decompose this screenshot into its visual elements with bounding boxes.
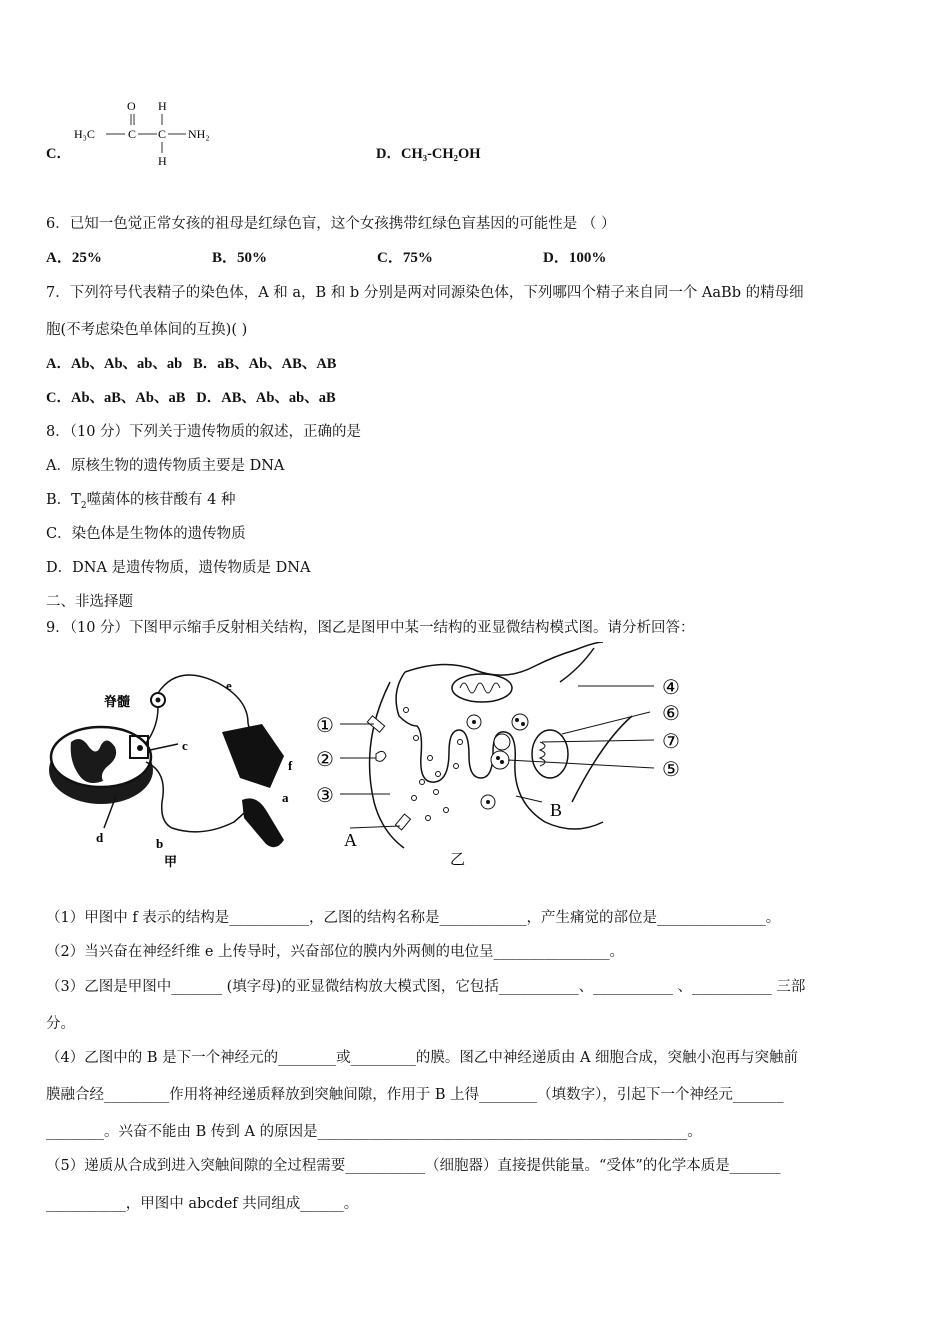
q5-option-d: [376, 142, 481, 163]
figure-yi-caption: 乙: [450, 852, 466, 868]
q9-part3-line2: 分。: [46, 1016, 75, 1032]
q6-option-d: D．100%: [543, 250, 607, 266]
q9-part5-line1: （5）递质从合成到进入突触间隙的全过程需要___________（细胞器）直接提供能量。“受体”的化学本质是_______: [46, 1158, 781, 1174]
figure-yi-synapse: [310, 642, 710, 872]
q9-part5-line2: ___________，甲图中 abcdef 共同组成______。: [46, 1196, 359, 1212]
vesicle-4: [491, 751, 509, 769]
q9-stem: 9．（10 分）下图甲示缩手反射相关结构，图乙是图甲中某一结构的亚显微结构模式图。请分析回答：: [46, 620, 695, 636]
q5-option-d-label: D．: [376, 146, 401, 162]
q8-option-a: A．原核生物的遗传物质主要是 DNA: [46, 458, 285, 474]
q9-part4-line3: ________。兴奋不能由 B 传到 A 的原因是___________________________________________________。: [46, 1124, 702, 1140]
effector-muscle: [242, 798, 284, 847]
presynaptic-membrane-top: [405, 642, 603, 675]
label-4: ④: [662, 677, 680, 699]
label-3: ③: [316, 785, 334, 807]
q8-option-b-sub: 2: [80, 500, 87, 511]
label-5: ⑤: [662, 759, 680, 781]
q8-stem: 8．（10 分）下列关于遗传物质的叙述，正确的是: [46, 424, 362, 440]
label-6: ⑥: [662, 703, 680, 725]
q8-option-b: [46, 488, 236, 511]
vesicle-3: [494, 734, 510, 750]
label-2: ②: [316, 749, 334, 771]
q9-part4-line1: （4）乙图中的 B 是下一个神经元的________或_________的膜。图乙中神经递质由 A 细胞合成，突触小泡再与突触前: [46, 1050, 799, 1066]
label-f: f: [288, 758, 293, 773]
q9-part2: （2）当兴奋在神经纤维 e 上传导时，兴奋部位的膜内外两侧的电位呈________________。: [46, 944, 625, 960]
formula-h-bottom: H: [158, 154, 167, 168]
q7-stem-line2: 胞(不考虑染色单体间的互换)( ): [46, 322, 248, 338]
q6-stem: 6．已知一色觉正常女孩的祖母是红绿色盲，这个女孩携带红绿色盲基因的可能性是 （ ）: [46, 216, 616, 232]
formula-c1: C: [128, 127, 137, 141]
q7-options-row1: A．Ab、Ab、ab、ab B．aB、Ab、AB、AB: [46, 356, 337, 372]
interneuron-body: [137, 745, 143, 751]
label-B: B: [550, 800, 563, 820]
label-c: c: [182, 738, 188, 753]
q8-option-d: D．DNA 是遗传物质，遗传物质是 DNA: [46, 560, 311, 576]
q9-part1: （1）甲图中 f 表示的结构是___________，乙图的结构名称是____________，产生痛觉的部位是_______________。: [46, 910, 781, 926]
label-b: b: [156, 836, 164, 851]
q9-part3-line1: （3）乙图是甲图中_______ (填字母)的亚显微结构放大模式图，它包括___________、___________ 、___________ 三部: [46, 979, 806, 995]
label-7: ⑦: [662, 731, 680, 753]
spinal-cord-label: 脊髓: [104, 694, 131, 709]
formula-o: O: [127, 99, 136, 113]
q7-options-row2: C．Ab、aB、Ab、aB D．AB、Ab、ab、aB: [46, 390, 336, 406]
q8-option-b-pre: B．T: [46, 492, 81, 508]
formula-h-top: H: [158, 99, 167, 113]
q6-option-c: C．75%: [377, 250, 433, 266]
q5-option-c-label: C．: [46, 146, 71, 162]
q8-option-c: C．染色体是生物体的遗传物质: [46, 526, 246, 542]
receptor-skin: [222, 724, 284, 788]
receptor-2: [376, 751, 386, 761]
q6-option-b: B．50%: [212, 250, 268, 266]
formula-c2: C: [158, 127, 167, 141]
q7-stem-line1: 7．下列符号代表精子的染色体，A 和 a，B 和 b 分别是两对同源染色体，下列哪四个精子来自同一个 AaBb 的精母细: [46, 285, 804, 301]
vesicle-2: [512, 714, 528, 730]
q8-option-b-post: 噬菌体的核苷酸有 4 种: [86, 492, 236, 508]
q6-option-a: A．25%: [46, 250, 102, 266]
figure-jia-caption: 甲: [164, 854, 178, 869]
amino-acid-structure-diagram: [72, 96, 232, 168]
figure-jia-reflex-arc: [46, 662, 316, 872]
label-a: a: [282, 790, 289, 805]
formula-h3c: H₃C: [74, 127, 95, 141]
section-heading: 二、非选择题: [46, 594, 133, 610]
q9-part4-line2: 膜融合经_________作用将神经递质释放到突触间隙，作用于 B 上得________（填数字），引起下一个神经元_______: [46, 1087, 784, 1103]
label-d: d: [96, 830, 104, 845]
mitochondrion-2: [532, 730, 568, 778]
formula-nh2: NH₂: [188, 127, 210, 141]
receptor-3: [395, 814, 410, 830]
q5-option-d-text: CH₃-CH₂OH: [400, 146, 481, 162]
label-e: e: [226, 678, 232, 693]
label-1: ①: [316, 715, 334, 737]
efferent-nerve: [146, 762, 252, 832]
mitochondrion-1: [452, 674, 512, 702]
label-A: A: [344, 830, 357, 850]
